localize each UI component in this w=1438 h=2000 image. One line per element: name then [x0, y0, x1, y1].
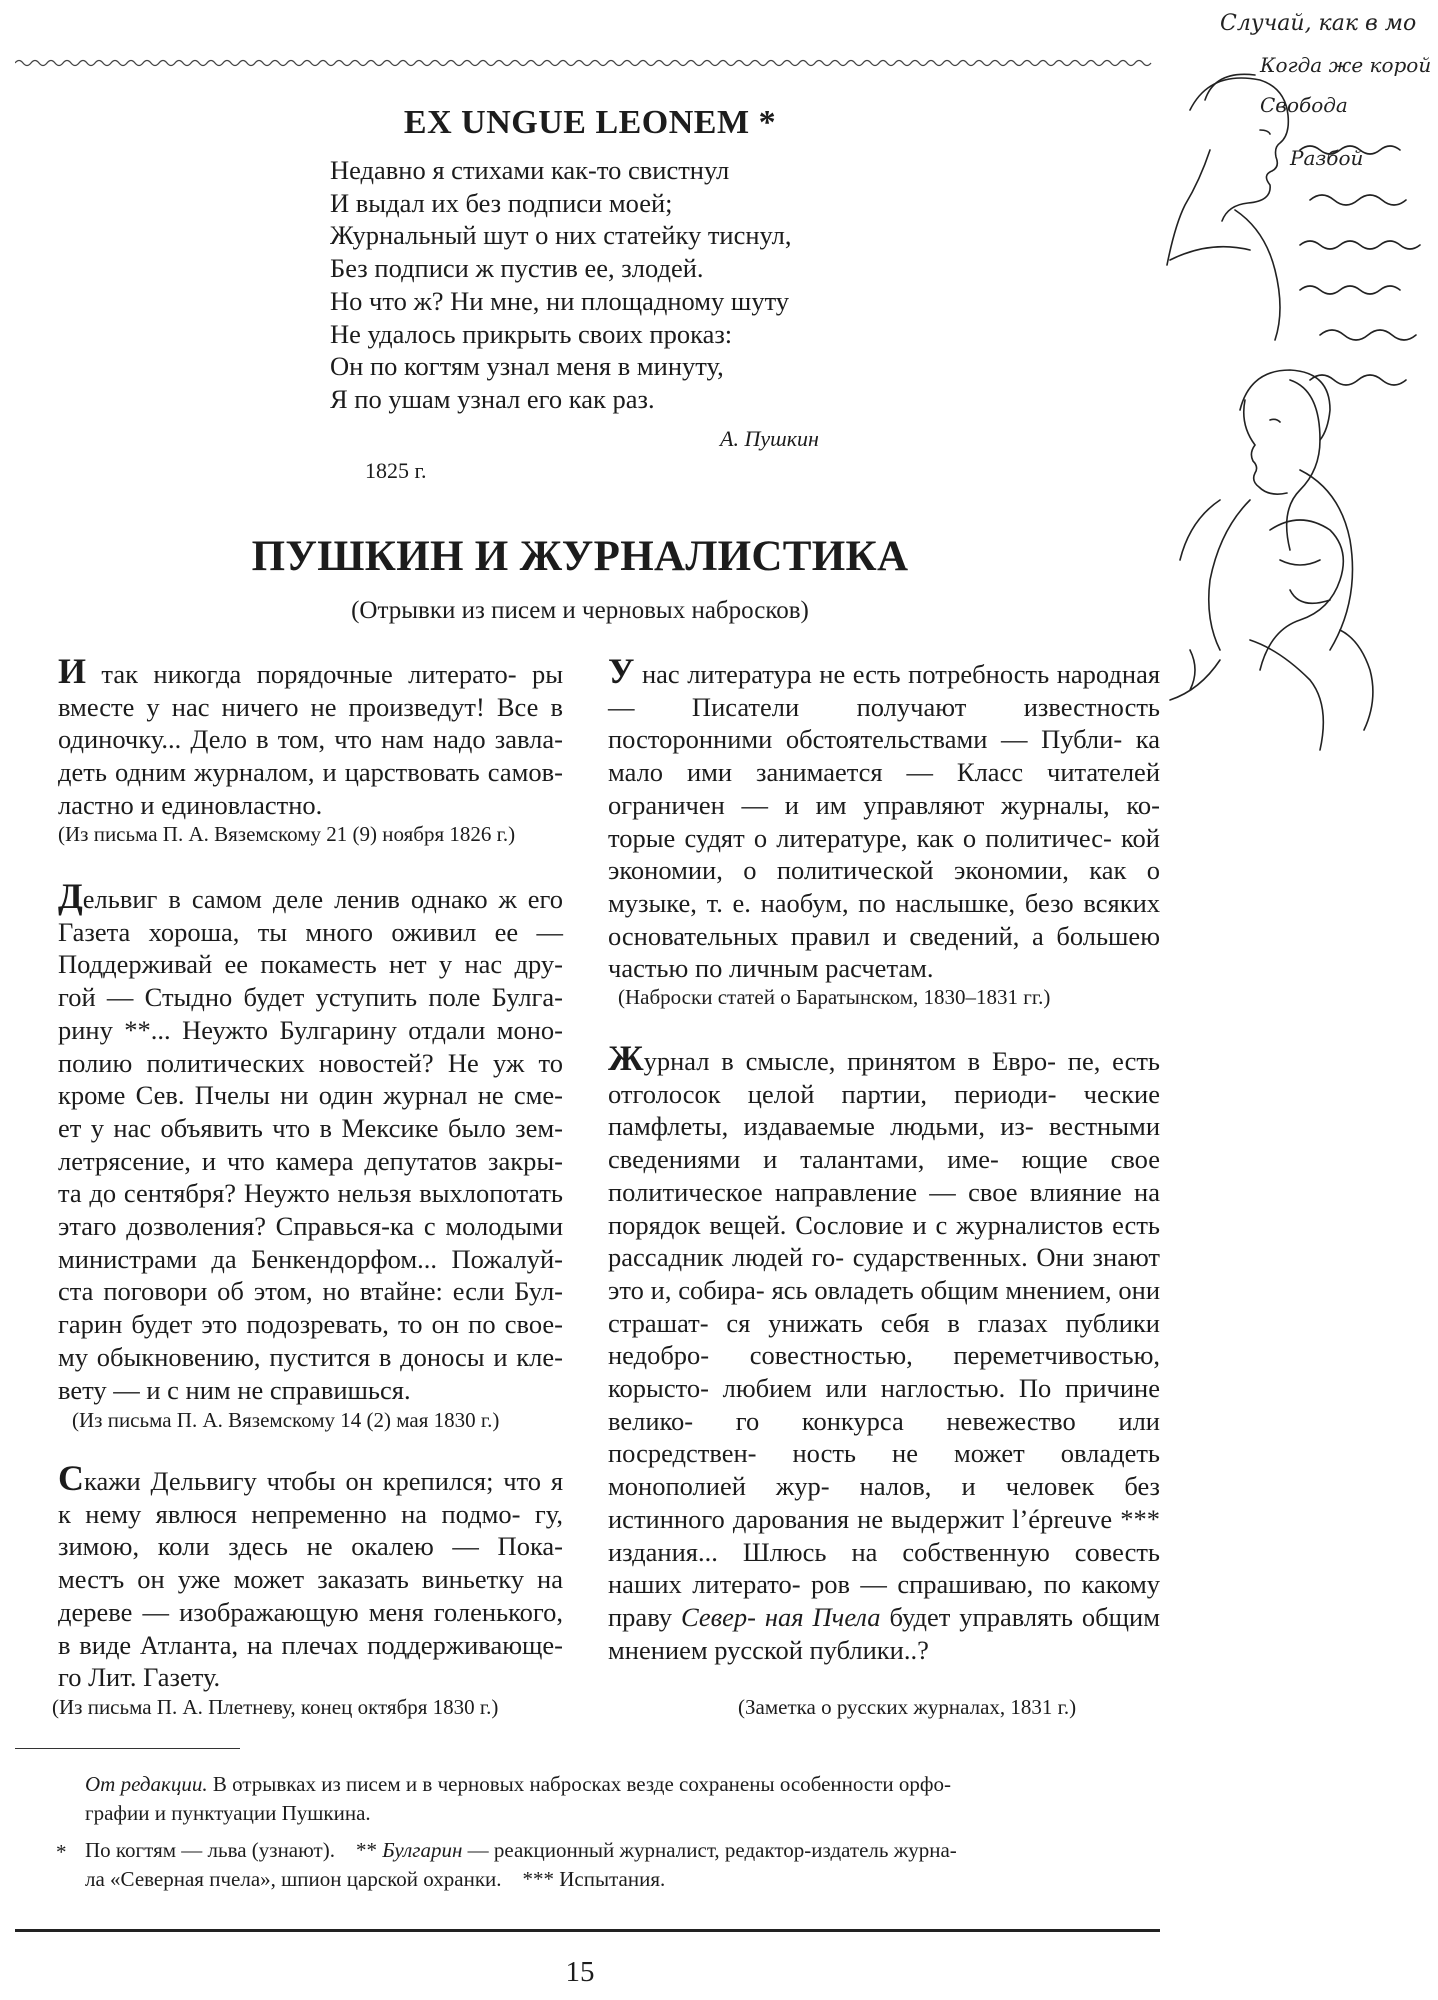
right-paragraph-1	[608, 651, 1161, 985]
text-line: кроме Сев. Пчелы ни один журнал не сме-	[58, 1080, 563, 1111]
text-line: го Лит. Газету.	[58, 1662, 221, 1693]
poem-line: Недавно я стихами как-то свистнул	[330, 155, 730, 185]
text-line: в одиночку... Дело в том, что нам надо завла-	[58, 691, 563, 755]
text-line: свое влияние на порядок вещей. Сословие	[608, 1176, 1160, 1240]
text-line: ка мало ими занимается — Класс читателей	[608, 724, 1160, 788]
poem-line: Но что ж? Ни мне, ни площадному шуту	[330, 285, 790, 316]
text-line: ясь овладеть общим мнением, они страшат-	[608, 1274, 1160, 1338]
text-line: урнал в смысле, принятом в Евро-	[643, 1046, 1056, 1076]
text-line: гарин будет это подозревать, то он по свое-	[58, 1309, 563, 1340]
text-line: ластно и единовластно.	[58, 789, 323, 820]
left-paragraph-1	[58, 651, 564, 822]
text-line: народная — Писатели получают известность	[608, 659, 1161, 722]
text-line: ет у нас объявить что в Мексике было зем-	[58, 1112, 563, 1143]
text-line: полию политических новостей? Не уж то	[58, 1047, 563, 1078]
text-line: будет управлять общим мнением	[608, 1601, 1160, 1665]
poem-line: Он по когтям узнал меня в минуту,	[330, 351, 724, 382]
text-line: сударственных. Они знают это и, собира-	[608, 1242, 1160, 1305]
bottom-rule	[15, 1929, 1160, 1932]
text-line: ческие памфлеты, издаваемые людьми, из-	[608, 1078, 1160, 1142]
left-paragraph-3	[58, 1458, 564, 1694]
editorial-note	[85, 1770, 1160, 1828]
drop-initial: У	[608, 651, 635, 691]
poem-line: Без подписи ж пустив ее, злодей.	[330, 253, 704, 284]
text-line: ность не может овладеть монополией жур-	[608, 1438, 1161, 1502]
text-line: посторонними обстоятельствами — Публи-	[608, 724, 1123, 755]
text-line: ющие свое политическое направление —	[608, 1144, 1161, 1207]
text-line: рину **... Неужто Булгарину отдали моно-	[58, 1014, 563, 1045]
article-title: ПУШКИН И ЖУРНАЛИСТИКА	[251, 533, 909, 580]
text-line: в виде Атланта, на плечах поддерживающе-	[58, 1629, 563, 1660]
text-line: Поддерживай ее покаместь нет у нас дру-	[58, 949, 563, 980]
text-line: го конкурса невежество или посредствен-	[608, 1405, 1160, 1469]
right-source-2: (Заметка о русских журналах, 1831 г.)	[738, 1695, 1077, 1719]
text-line: деть одним журналом, и царствовать самов-	[58, 757, 563, 788]
left-source-2: (Из письма П. А. Вяземскому 14 (2) мая 1830 г.)	[72, 1408, 500, 1432]
text-line: ста поговори об этом, но втайне: если Бул-	[58, 1276, 563, 1307]
footnote-1: По когтям — льва (узнают).	[85, 1838, 335, 1862]
text-line: на собственную совесть наших литерато-	[608, 1536, 1161, 1600]
footnote-rule	[15, 1748, 240, 1749]
text-line: любием или наглостью. По причине велико-	[608, 1373, 1161, 1436]
poem-line: Я по ушам узнал его как раз.	[330, 383, 655, 414]
drop-initial: И	[58, 651, 87, 691]
text-line: торые судят о литературе, как о политичес-	[608, 822, 1112, 853]
text-line: местъ он уже может заказать виньетку на	[58, 1564, 563, 1595]
text-line: ся унижать себя в глазах публики недобро-	[608, 1307, 1160, 1371]
footnote-star-mark: *	[56, 1840, 67, 1864]
text-line: нас литература не есть потребность	[634, 659, 1050, 689]
text-line: этаго дозволения? Справься-ка с молодыми	[58, 1211, 563, 1242]
italic-text: ная Пчела	[764, 1601, 881, 1632]
drop-initial: С	[58, 1458, 84, 1498]
text-line: му обыкновению, пустится в доносы и кле-	[58, 1341, 563, 1372]
editorial-label: От редакции.	[85, 1772, 208, 1796]
footnote-2-label: Булгарин	[382, 1838, 463, 1862]
text-line: гу, зимою, коли здесь не окалею — Пока-	[58, 1498, 563, 1562]
text-line: ограничен — и им управляют журналы, ко-	[608, 789, 1160, 820]
text-line: его Газета хороша, ты много оживил ее —	[58, 884, 564, 947]
text-line: вестными сведениями и талантами, име-	[608, 1111, 1160, 1175]
sketch-script-2: Когда же корой	[1260, 53, 1432, 77]
text-line: ры вместе у нас ничего не произведут! Все	[58, 659, 564, 722]
editorial-text-2: графии и пунктуации Пушкина.	[85, 1801, 371, 1825]
text-line: кажи Дельвигу чтобы он крепился;	[84, 1466, 494, 1496]
footnote-3: *** Испытания.	[522, 1867, 666, 1891]
text-line: кой экономии, о политической экономии,	[608, 822, 1160, 886]
poem-author: А. Пушкин	[720, 426, 819, 451]
drop-initial: Д	[58, 876, 83, 916]
drop-initial: Ж	[608, 1038, 644, 1078]
italic-text: Север-	[680, 1601, 756, 1632]
text-line: гой — Стыдно будет уступить поле Булга-	[58, 982, 563, 1013]
footnote-2-text-2: ла «Северная пчела», шпион царской охранки.	[85, 1867, 502, 1891]
text-line: налов, и человек без истинного дарования	[608, 1471, 1161, 1534]
poem-date: 1825 г.	[365, 458, 427, 483]
article-subtitle: (Отрывки из писем и черновых набросков)	[351, 597, 809, 624]
text-line: как о музыке, т. е. наобум, по наслышке, безо	[608, 855, 1161, 918]
text-line: совестностью, переметчивостью, корысто-	[608, 1340, 1161, 1404]
text-line: летрясение, и что камера депутатов закры-	[58, 1145, 563, 1176]
sketch-script-4: Разбой	[1290, 146, 1364, 170]
text-line: всяких основательных правил и сведений,	[608, 887, 1161, 951]
text-line: не выдержит l’épreuve *** издания... Шлюсь	[608, 1503, 1160, 1567]
text-line: ров — спрашиваю, по какому праву	[608, 1569, 1160, 1632]
poem-line: И выдал их без подписи моей;	[330, 187, 673, 218]
poem-line: Журнальный шут о них статейку тиснул,	[330, 220, 792, 251]
text-line: пе, есть отголосок целой партии, периоди-	[608, 1046, 1160, 1109]
page-number: 15	[565, 1956, 595, 1988]
poem-line: Не удалось прикрыть своих проказ:	[330, 318, 733, 349]
left-source-3: (Из письма П. А. Плетневу, конец октября 1830 г.)	[52, 1695, 499, 1719]
left-paragraph-2	[58, 876, 564, 1406]
poem-lines	[330, 154, 792, 416]
text-line: дереве — изображающую меня голенького,	[58, 1596, 563, 1627]
poem-title: EX UNGUE LEONEM *	[403, 104, 777, 141]
text-line: министрами да Бенкендорфом... Пожалуй-	[58, 1243, 563, 1274]
pushkin-manuscript-sketch	[1150, 0, 1438, 770]
sketch-script-3: Свобода	[1260, 93, 1348, 117]
text-line: что я к нему явлюся непременно на подмо-	[58, 1466, 564, 1529]
text-line: вету — и с ним не справишься.	[58, 1374, 411, 1405]
text-line: русской публики..?	[714, 1634, 929, 1665]
left-source-1: (Из письма П. А. Вяземскому 21 (9) ноября 1826 г.)	[58, 822, 516, 846]
right-paragraph-2	[608, 1038, 1161, 1666]
footnote-2-text: — реакционный журналист, редактор-издатель журна-	[462, 1838, 957, 1862]
text-line: ельвиг в самом деле ленив однако ж	[82, 884, 517, 914]
editorial-text: В отрывках из писем и в черновых набросках везде сохранены особенности орфо-	[207, 1772, 951, 1796]
text-line: так никогда порядочные литерато-	[86, 659, 517, 689]
footnote-2-mark: **	[355, 1838, 377, 1862]
text-line: и с журналистов есть рассадник людей го-	[608, 1209, 1160, 1273]
text-line: а большею частью по личным расчетам.	[608, 920, 1160, 984]
footnote-list	[85, 1836, 1160, 1894]
sketch-script-1: Случай, как в мо	[1220, 11, 1417, 36]
right-source-1: (Наброски статей о Баратынском, 1830–1831 гг.)	[618, 985, 1051, 1009]
top-wavy-rule	[15, 56, 1155, 70]
text-line: та до сентября? Неужто нельзя выхлопотать	[58, 1178, 563, 1209]
